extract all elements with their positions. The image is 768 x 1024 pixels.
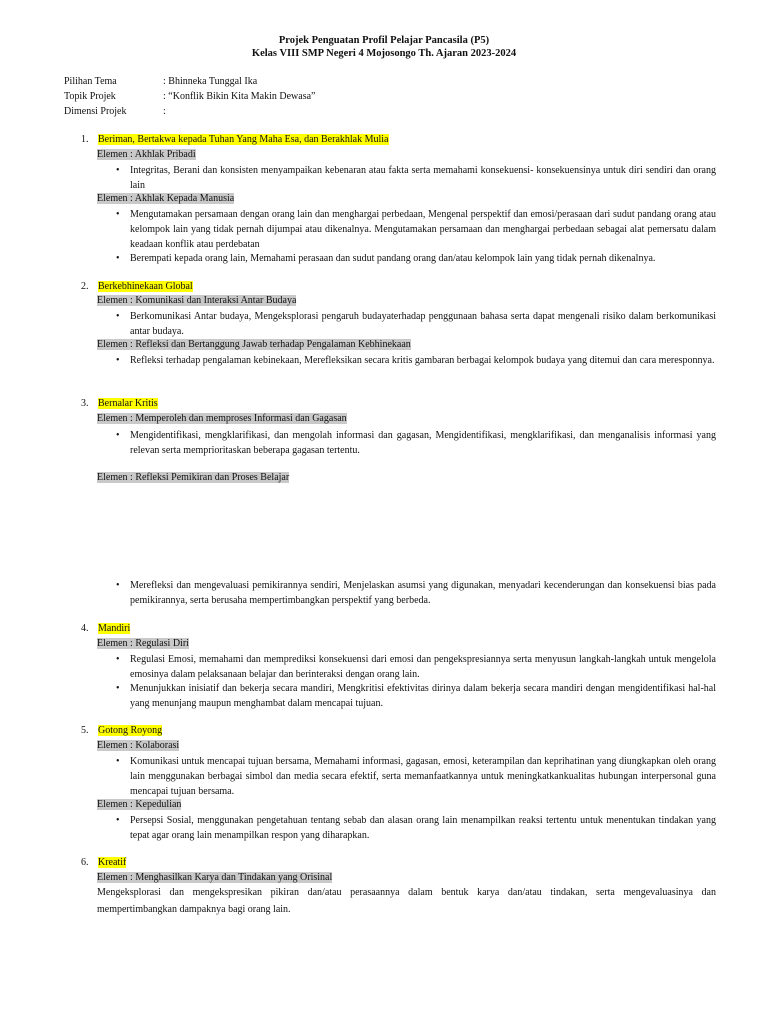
- meta-label: Topik Projek: [64, 91, 116, 102]
- section-heading: [81, 724, 162, 737]
- section-number: 5.: [81, 725, 89, 736]
- section-number: 1.: [81, 134, 89, 145]
- bullet-item: [116, 207, 716, 252]
- section-heading: [81, 856, 126, 869]
- section-title: Mandiri: [98, 623, 131, 634]
- element-label: Elemen : Refleksi dan Bertanggung Jawab terhadap Pengalaman Kebhinekaan: [97, 339, 411, 350]
- bullet-item: [116, 309, 716, 339]
- bullet-dot: •: [116, 311, 120, 322]
- bullet-dot: •: [116, 580, 120, 591]
- bullet-text: Merefleksi dan mengevaluasi pemikirannya sendiri, Menjelaskan asumsi yang digunakan, menyadari kecenderungan dan konsekuensi bias pada pemikirannya, serta berusaha mempertimbangkan perspektif yang berbeda.: [130, 580, 716, 606]
- bullet-item: [116, 353, 716, 368]
- bullet-dot: •: [116, 756, 120, 767]
- element-label: Elemen : Akhlak Pribadi: [97, 149, 196, 160]
- section-number: 6.: [81, 857, 89, 868]
- bullet-text: Berempati kepada orang lain, Memahami perasaan dan sudut pandang orang dan/atau kelompok lain yang tidak pernah dikenalnya.: [130, 253, 656, 264]
- bullet-item: [116, 578, 716, 608]
- element-label: Elemen : Regulasi Diri: [97, 638, 189, 649]
- bullet-text: Menunjukkan inisiatif dan bekerja secara mandiri, Mengkritisi efektivitas dirinya dalam bekerja secara mandiri dengan mengidentifikasi hal-hal yang menunjang maupun menghambat dalam mencapai tujuan.: [130, 683, 716, 709]
- bullet-text: Mengidentifikasi, mengklarifikasi, dan mengolah informasi dan gagasan, Mengidentifikasi, mengklarifikasi, dan menganalisis informasi yang relevan serta memprioritaskan beberapa gagasan tertentu.: [130, 430, 716, 456]
- meta-label: Pilihan Tema: [64, 76, 117, 87]
- bullet-dot: •: [116, 355, 120, 366]
- bullet-dot: •: [116, 430, 120, 441]
- bullet-item: [116, 681, 716, 711]
- section-number: 3.: [81, 398, 89, 409]
- bullet-text: Persepsi Sosial, menggunakan pengetahuan tentang sebab dan alasan orang lain menampilkan reaksi tertentu untuk menentukan tindakan yang tepat agar orang lain menampilkan respon yang diharapkan.: [130, 815, 716, 841]
- meta-label: Dimensi Projek: [64, 106, 127, 117]
- meta-row-dimension: [64, 105, 166, 118]
- meta-value: :: [163, 106, 166, 117]
- section-title: Berkebhinekaan Global: [98, 281, 193, 292]
- element-label: Elemen : Akhlak Kepada Manusia: [97, 193, 235, 204]
- bullet-text: Mengutamakan persamaan dengan orang lain dan menghargai perbedaan, Mengenal perspektif dan emosi/perasaan dari sudut pandang orang atau kelompok lain yang tidak pernah dijumpai atau dikenalnya. Mengutamakan persamaan dan menghargai perbedaan sebagai alat pemersatu dalam keadaan konflik atau perdebatan: [130, 209, 716, 250]
- section-number: 2.: [81, 281, 89, 292]
- bullet-text: Regulasi Emosi, memahami dan memprediksi konsekuensi dari emosi dan pengekspresiannya serta menyusun langkah-langkah untuk mengelola emosinya dalam pelaksanaan belajar dan berinteraksi dengan orang lain.: [130, 654, 716, 680]
- bullet-item: [116, 251, 716, 266]
- bullet-dot: •: [116, 165, 120, 176]
- bullet-text: Berkomunikasi Antar budaya, Mengeksplorasi pengaruh budayaterhadap penggunaan bahasa serta dapat mengenali risiko dalam berkomunikasi antar budaya.: [130, 311, 716, 337]
- section-title: Gotong Royong: [98, 725, 163, 736]
- element-label: Elemen : Kolaborasi: [97, 740, 180, 751]
- meta-value: : “Konflik Bikin Kita Makin Dewasa”: [163, 91, 316, 102]
- section-number: 4.: [81, 623, 89, 634]
- bullet-dot: •: [116, 209, 120, 220]
- section-title: Kreatif: [98, 857, 127, 868]
- element-label: Elemen : Refleksi Pemikiran dan Proses Belajar: [97, 472, 290, 483]
- section-heading: [81, 280, 193, 293]
- bullet-item: [116, 163, 716, 193]
- section-title: Beriman, Bertakwa kepada Tuhan Yang Maha Esa, dan Berakhlak Mulia: [98, 134, 389, 145]
- element-label: Elemen : Menghasilkan Karya dan Tindakan yang Orisinal: [97, 872, 333, 883]
- document-subtitle: Kelas VIII SMP Negeri 4 Mojosongo Th. Ajaran 2023-2024: [251, 48, 517, 59]
- bullet-dot: •: [116, 683, 120, 694]
- bullet-dot: •: [116, 654, 120, 665]
- section-title: Bernalar Kritis: [98, 398, 158, 409]
- section-heading: [81, 622, 130, 635]
- meta-row-theme: [64, 75, 257, 88]
- meta-row-topic: [64, 90, 315, 103]
- element-label: Elemen : Kepedulian: [97, 799, 182, 810]
- bullet-text: Komunikasi untuk mencapai tujuan bersama, Memahami informasi, gagasan, emosi, keterampilan dan keprihatinan yang diungkapkan oleh orang lain menggunakan berbagai simbol dan media secara efektif, serta memanfaatkannya untuk meningkatkankualitas hubungan interpersonal guna mencapai tujuan bersama.: [130, 756, 716, 797]
- paragraph-text: Mengeksplorasi dan mengekspresikan pikiran dan/atau perasaannya dalam bentuk karya dan/atau tindakan, serta mengevaluasinya dan mempertimbangkan dampaknya bagi orang lain.: [97, 887, 716, 915]
- bullet-item: [116, 813, 716, 843]
- bullet-text: Refleksi terhadap pengalaman kebinekaan, Merefleksikan secara kritis gambaran berbagai kelompok budaya yang ditemui dan cara meresponnya.: [130, 355, 715, 366]
- meta-value: : Bhinneka Tunggal Ika: [163, 76, 258, 87]
- element-label: Elemen : Komunikasi dan Interaksi Antar Budaya: [97, 295, 297, 306]
- section-heading: [81, 133, 389, 146]
- bullet-item: [116, 428, 716, 458]
- bullet-text: Integritas, Berani dan konsisten menyampaikan kebenaran atau fakta serta memahami konsekuensi- konsekuensinya untuk diri sendiri dan orang lain: [130, 165, 716, 191]
- document-title: Projek Penguatan Profil Pelajar Pancasila (P5): [278, 35, 490, 46]
- bullet-item: [116, 652, 716, 682]
- bullet-item: [116, 754, 716, 799]
- bullet-dot: •: [116, 253, 120, 264]
- element-label: Elemen : Memperoleh dan memproses Informasi dan Gagasan: [97, 413, 347, 424]
- section-heading: [81, 397, 158, 410]
- bullet-dot: •: [116, 815, 120, 826]
